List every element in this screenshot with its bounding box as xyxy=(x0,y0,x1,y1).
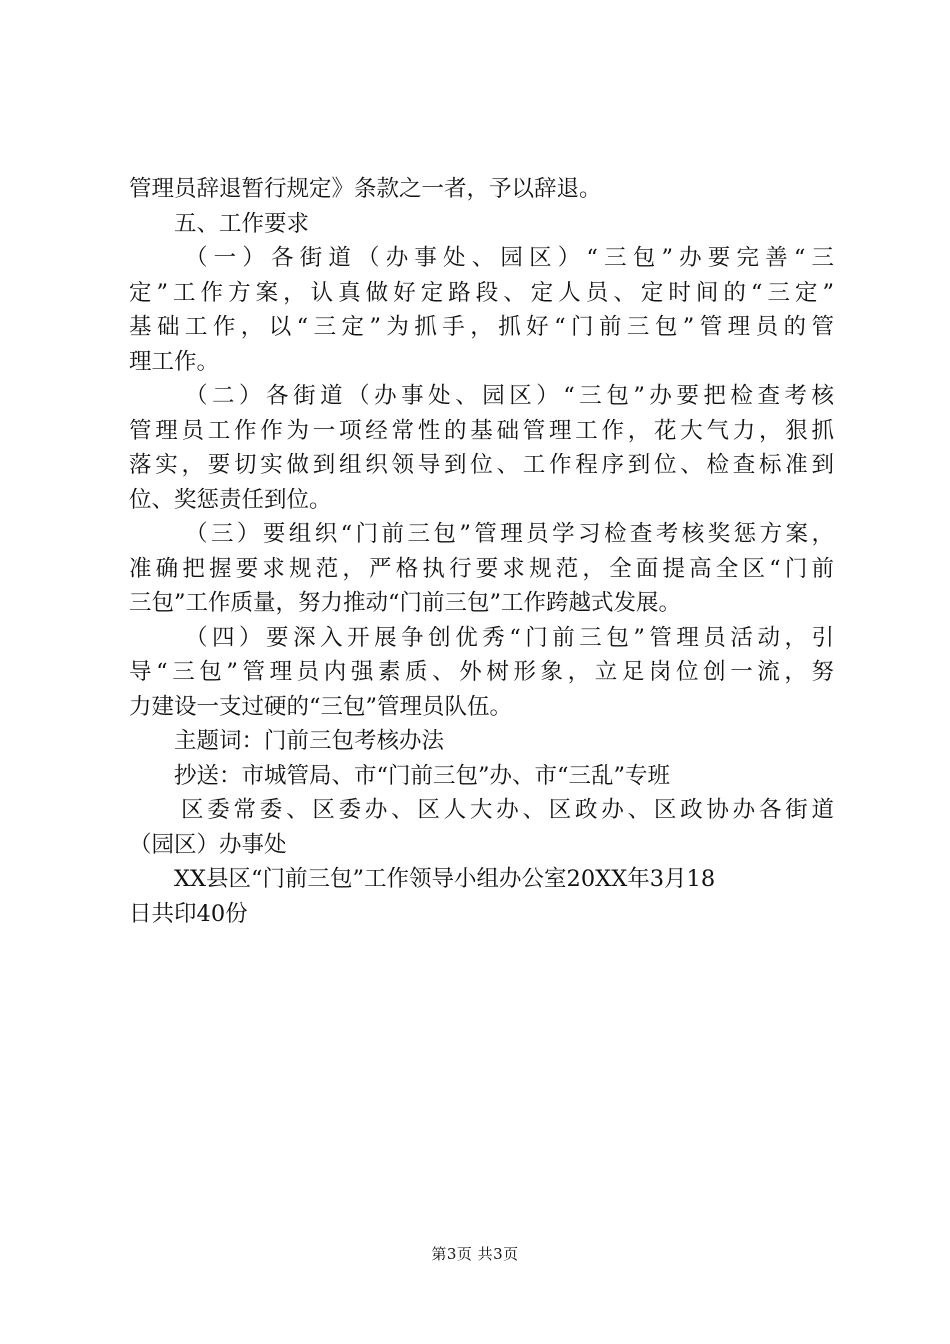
text-line: （三）要组织“门前三包”管理员学习检查考核奖惩方案， xyxy=(185,521,834,547)
copy-to-line: 抄送：市城管局、市“门前三包”办、市“三乱”专班 xyxy=(174,762,671,789)
copy-to-recipients: （园区）办事处 xyxy=(129,831,287,858)
text-line: 三包”工作质量，努力推动“门前三包”工作跨越式发展。 xyxy=(129,590,682,616)
print-count-line: 日共印40份 xyxy=(129,900,248,927)
section-heading: 五、工作要求 xyxy=(174,210,310,237)
text-line: （四）要深入开展争创优秀“门前三包”管理员活动，引 xyxy=(185,624,834,651)
text-line: 准确把握要求规范，严格执行要求规范，全面提高全区“门前 xyxy=(129,555,834,582)
text-line: （一）各街道（办事处、园区）“三包”办要完善“三 xyxy=(185,245,834,271)
text-line: 位、奖惩责任到位。 xyxy=(129,486,332,513)
issuer-date-line: XX县区“门前三包”工作领导小组办公室20XX年3月18 xyxy=(174,866,716,892)
text-line: 管理员工作作为一项经常性的基础管理工作，花大气力，狠抓 xyxy=(129,417,834,444)
copy-to-recipients: 区委常委、区委办、区人大办、区政办、区政协办各街道 xyxy=(181,797,834,823)
text-line: 定”工作方案，认真做好定路段、定人员、定时间的“三定” xyxy=(129,279,834,306)
text-line: （二）各街道（办事处、园区）“三包”办要把检查考核 xyxy=(185,383,834,409)
text-line: 理工作。 xyxy=(129,348,220,375)
document-body xyxy=(129,172,834,931)
text-line: 导“三包”管理员内强素质、外树形象，立足岗位创一流，努 xyxy=(129,659,834,685)
page-number-footer: 第3页 共3页 xyxy=(431,1245,519,1263)
subject-keywords: 主题词：门前三包考核办法 xyxy=(174,728,445,754)
text-line: 管理员辞退暂行规定》条款之一者，予以辞退。 xyxy=(129,176,602,202)
text-line: 落实，要切实做到组织领导到位、工作程序到位、检查标准到 xyxy=(129,452,834,478)
text-line: 力建设一支过硬的“三包”管理员队伍。 xyxy=(129,693,513,720)
text-line: 基础工作，以“三定”为抓手，抓好“门前三包”管理员的管 xyxy=(129,314,834,340)
